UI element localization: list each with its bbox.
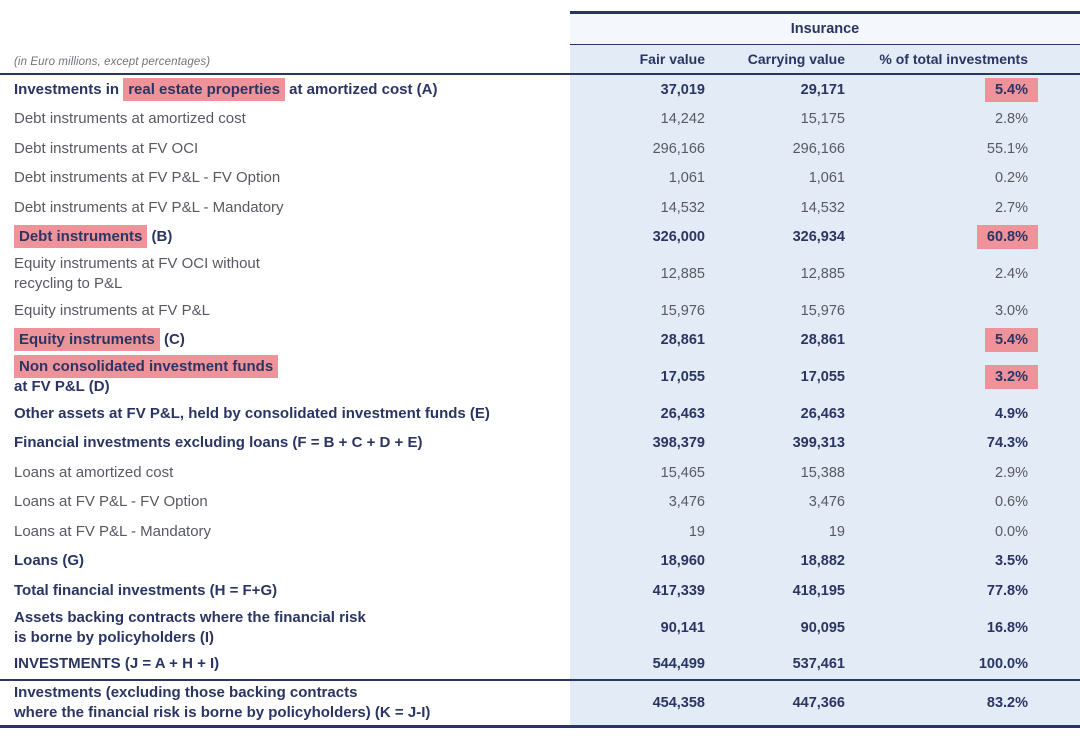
pct-total-cell <box>845 429 1080 459</box>
fair-value: 296,166 <box>652 140 705 157</box>
table-row <box>0 650 1080 680</box>
table-row <box>0 296 1080 326</box>
row-label <box>0 193 570 223</box>
row-label-text: Total financial investments (H = F+G) <box>14 581 278 599</box>
row-label-text: Debt instruments at FV P&L - Mandatory <box>14 198 284 216</box>
row-label <box>0 223 570 253</box>
pct-total-value: 2.9% <box>994 464 1028 481</box>
table-row <box>0 326 1080 356</box>
fair-value-cell <box>570 488 705 518</box>
pct-total-value: 55.1% <box>986 140 1028 157</box>
fair-value: 544,499 <box>652 656 705 673</box>
row-label-text: Investments (excluding those backing contracts where the financial risk is borne by policyholders) (K = J-I) <box>14 684 431 721</box>
table-row <box>0 134 1080 164</box>
pct-total-cell <box>845 105 1080 135</box>
carrying-value: 15,976 <box>800 302 845 319</box>
highlight-mark: Debt instruments <box>14 225 147 248</box>
carrying-value: 19 <box>828 523 845 540</box>
fair-value: 19 <box>688 523 705 540</box>
pct-total-value: 2.7% <box>994 199 1028 216</box>
table-row <box>0 606 1080 650</box>
row-label-text: Debt instruments (B) <box>14 227 172 247</box>
fair-value: 14,532 <box>660 199 705 216</box>
fair-value: 14,242 <box>660 111 705 128</box>
highlight-mark: real estate properties <box>123 78 285 101</box>
pct-total-value: 16.8% <box>986 619 1028 636</box>
pct-total-cell <box>845 326 1080 356</box>
table-row <box>0 355 1080 399</box>
carrying-value: 28,861 <box>800 332 845 349</box>
fair-value: 417,339 <box>652 582 705 599</box>
table-row <box>0 399 1080 429</box>
fair-value: 1,061 <box>668 170 705 187</box>
row-label-text: Debt instruments at amortized cost <box>14 110 246 128</box>
highlight-mark: Equity instruments <box>14 328 160 351</box>
fair-value-cell <box>570 547 705 577</box>
fair-value-cell <box>570 252 705 296</box>
fair-value-cell <box>570 606 705 650</box>
row-label <box>0 164 570 194</box>
fair-value-cell <box>570 193 705 223</box>
fair-value-cell <box>570 429 705 459</box>
row-label-text: Equity instruments at FV OCI without recycling to P&L <box>14 255 260 292</box>
table-row <box>0 193 1080 223</box>
carrying-value: 447,366 <box>792 695 845 711</box>
carrying-value: 14,532 <box>800 199 845 216</box>
fair-value-cell <box>570 650 705 680</box>
carrying-value-cell <box>705 355 845 399</box>
carrying-value-cell <box>705 223 845 253</box>
fair-value: 15,976 <box>660 302 705 319</box>
fair-value-cell <box>570 105 705 135</box>
carrying-value: 296,166 <box>792 140 845 157</box>
units-note-area <box>0 11 570 73</box>
row-label-text: Loans (G) <box>14 552 84 570</box>
carrying-value-cell <box>705 650 845 680</box>
carrying-value: 537,461 <box>792 656 845 673</box>
pct-total-value: 0.6% <box>994 494 1028 511</box>
pct-total-cell <box>845 134 1080 164</box>
fair-value: 26,463 <box>660 405 705 422</box>
pct-total-cell <box>845 193 1080 223</box>
row-label-text: Debt instruments at FV OCI <box>14 139 199 157</box>
carrying-value: 418,195 <box>792 582 845 599</box>
pct-total-cell <box>845 488 1080 518</box>
row-label <box>0 399 570 429</box>
fair-value: 398,379 <box>652 435 705 452</box>
pct-total-value: 0.2% <box>994 170 1028 187</box>
column-header-carrying-value: Carrying value <box>747 51 845 67</box>
row-label <box>0 326 570 356</box>
fair-value: 3,476 <box>668 494 705 511</box>
pct-total-value: 77.8% <box>986 582 1028 599</box>
fair-value: 12,885 <box>660 266 705 282</box>
row-label-text: Equity instruments at FV P&L <box>14 301 210 319</box>
table-row <box>0 75 1080 105</box>
carrying-value-cell <box>705 296 845 326</box>
pct-total-cell <box>845 458 1080 488</box>
carrying-value: 15,175 <box>800 111 845 128</box>
pct-total-cell <box>845 296 1080 326</box>
row-label <box>0 75 570 105</box>
pct-total-cell <box>845 650 1080 680</box>
row-label <box>0 517 570 547</box>
pct-total-value: 3.5% <box>994 553 1028 570</box>
group-header-label: Insurance <box>790 21 860 37</box>
row-label-text: Loans at amortized cost <box>14 463 174 481</box>
pct-total-cell <box>845 252 1080 296</box>
pct-total-cell <box>845 75 1080 105</box>
table-row <box>0 105 1080 135</box>
pct-total-cell <box>845 576 1080 606</box>
fair-value-cell <box>570 164 705 194</box>
row-label-text: Loans at FV P&L - Mandatory <box>14 522 212 540</box>
pct-total-value: 74.3% <box>986 435 1028 452</box>
pct-total-cell <box>845 681 1080 725</box>
table-row <box>0 223 1080 253</box>
table-row <box>0 488 1080 518</box>
fair-value: 454,358 <box>652 695 705 711</box>
fair-value: 28,861 <box>660 332 705 349</box>
pct-total-value: 83.2% <box>986 695 1028 711</box>
fair-value: 90,141 <box>660 619 705 636</box>
carrying-value-cell <box>705 399 845 429</box>
group-header-insurance <box>570 11 1080 45</box>
carrying-value-cell <box>705 75 845 105</box>
carrying-value-cell <box>705 547 845 577</box>
units-note: (in Euro millions, except percentages) <box>14 56 211 68</box>
row-label <box>0 576 570 606</box>
pct-total-cell <box>845 355 1080 399</box>
carrying-value: 1,061 <box>808 170 845 187</box>
carrying-value: 326,934 <box>792 229 845 246</box>
carrying-value: 26,463 <box>800 405 845 422</box>
row-label <box>0 252 570 296</box>
fair-value-cell <box>570 399 705 429</box>
fair-value-cell <box>570 134 705 164</box>
pct-highlight-mark: 5.4% <box>985 78 1038 102</box>
carrying-value-cell <box>705 681 845 725</box>
row-label <box>0 296 570 326</box>
carrying-value-cell <box>705 252 845 296</box>
carrying-value-cell <box>705 193 845 223</box>
pct-highlight-mark: 60.8% <box>977 225 1038 249</box>
carrying-value: 90,095 <box>800 619 845 636</box>
row-label-text: Financial investments excluding loans (F = B + C + D + E) <box>14 434 423 452</box>
pct-total-cell <box>845 606 1080 650</box>
carrying-value-cell <box>705 488 845 518</box>
column-header-fair-value: Fair value <box>639 51 705 67</box>
row-label-text: Loans at FV P&L - FV Option <box>14 493 208 511</box>
table-row <box>0 164 1080 194</box>
fair-value-cell <box>570 75 705 105</box>
column-header-area <box>570 11 1080 73</box>
carrying-value-cell <box>705 517 845 547</box>
carrying-value-cell <box>705 458 845 488</box>
fair-value-cell <box>570 681 705 725</box>
pct-total-value: 4.9% <box>994 405 1028 422</box>
row-label-text: Assets backing contracts where the financial risk is borne by policyholders (I) <box>14 608 366 646</box>
row-label <box>0 429 570 459</box>
row-label <box>0 355 570 399</box>
row-label-text: Equity instruments (C) <box>14 330 185 350</box>
row-label-text: Other assets at FV P&L, held by consolidated investment funds (E) <box>14 404 490 422</box>
fair-value-cell <box>570 326 705 356</box>
table-row <box>0 252 1080 296</box>
column-header-row <box>570 45 1080 73</box>
table-row <box>0 681 1080 725</box>
carrying-value: 3,476 <box>808 494 845 511</box>
pct-highlight-mark: 5.4% <box>985 328 1038 352</box>
carrying-value: 17,055 <box>800 369 845 385</box>
table-row <box>0 576 1080 606</box>
carrying-value-cell <box>705 429 845 459</box>
pct-total-value: 3.0% <box>994 302 1028 319</box>
row-label <box>0 134 570 164</box>
carrying-value-cell <box>705 576 845 606</box>
highlight-mark: Non consolidated investment funds <box>14 355 278 378</box>
row-label-text: Debt instruments at FV P&L - FV Option <box>14 169 281 187</box>
carrying-value-cell <box>705 326 845 356</box>
row-label <box>0 606 570 650</box>
carrying-value: 399,313 <box>792 435 845 452</box>
row-label-text: Non consolidated investment funds at FV P&L (D) <box>14 357 278 397</box>
table-row <box>0 517 1080 547</box>
row-label-text: Investments in real estate properties at amortized cost (A) <box>14 80 437 100</box>
row-label <box>0 650 570 680</box>
pct-total-value: 2.8% <box>994 111 1028 128</box>
fair-value-cell <box>570 576 705 606</box>
pct-highlight-mark: 3.2% <box>985 365 1038 389</box>
fair-value: 18,960 <box>660 553 705 570</box>
pct-total-value: 2.4% <box>994 266 1028 282</box>
carrying-value-cell <box>705 164 845 194</box>
row-label-text: INVESTMENTS (J = A + H + I) <box>14 655 220 673</box>
carrying-value-cell <box>705 606 845 650</box>
table-row <box>0 429 1080 459</box>
pct-total-cell <box>845 399 1080 429</box>
pct-total-value: 100.0% <box>978 656 1028 673</box>
carrying-value: 29,171 <box>800 81 845 98</box>
row-label <box>0 547 570 577</box>
fair-value-cell <box>570 223 705 253</box>
table-row <box>0 547 1080 577</box>
fair-value-cell <box>570 355 705 399</box>
pct-total-cell <box>845 223 1080 253</box>
fair-value: 37,019 <box>660 81 705 98</box>
pct-total-value: 0.0% <box>994 523 1028 540</box>
pct-total-cell <box>845 547 1080 577</box>
fair-value-cell <box>570 296 705 326</box>
pct-total-cell <box>845 164 1080 194</box>
row-label <box>0 488 570 518</box>
fair-value: 326,000 <box>652 229 705 246</box>
carrying-value: 15,388 <box>800 464 845 481</box>
table-body <box>0 75 1080 725</box>
fair-value: 15,465 <box>660 464 705 481</box>
fair-value: 17,055 <box>660 369 705 385</box>
row-label <box>0 458 570 488</box>
column-header-pct-total: % of total investments <box>879 51 1028 67</box>
carrying-value: 12,885 <box>800 266 845 282</box>
carrying-value-cell <box>705 105 845 135</box>
pct-total-cell <box>845 517 1080 547</box>
carrying-value: 18,882 <box>800 553 845 570</box>
fair-value-cell <box>570 517 705 547</box>
carrying-value-cell <box>705 134 845 164</box>
table-header <box>0 0 1080 75</box>
row-label <box>0 105 570 135</box>
table-row <box>0 458 1080 488</box>
table-bottom-rule <box>0 725 1080 728</box>
row-label <box>0 681 570 725</box>
fair-value-cell <box>570 458 705 488</box>
